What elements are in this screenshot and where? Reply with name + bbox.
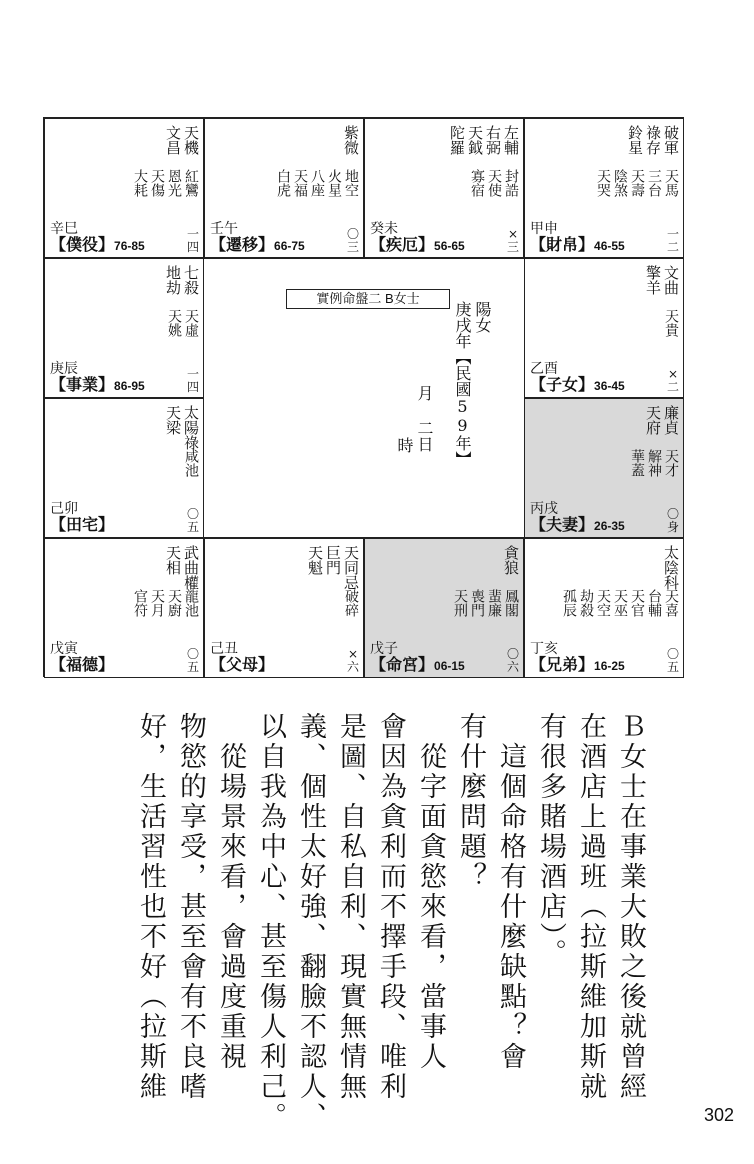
palace-marker [187, 648, 199, 674]
main-star: 天相 [164, 545, 182, 575]
palace-name: 【兄弟】 [530, 655, 595, 674]
minor-star: 劫殺 [578, 589, 594, 617]
palace-label [370, 221, 465, 254]
palace-label [370, 641, 465, 674]
palace-range: 86-95 [114, 379, 145, 393]
minor-star: 天才 [663, 449, 679, 477]
minor-star: 大耗 [132, 169, 148, 197]
minor-star: 陰煞 [612, 169, 628, 197]
minor-star: 天福 [292, 169, 308, 197]
main-star: 巨門 [324, 545, 342, 575]
body-column: 在酒店上過班（拉斯維加斯就 [575, 712, 606, 1102]
palace-stem: 癸未 [370, 221, 398, 237]
minor-star: 天喜 [663, 589, 679, 617]
palace-stem: 己丑 [210, 641, 238, 657]
chart-caption: 實例命盤二 B女士 [286, 289, 450, 309]
palace-label [50, 501, 114, 534]
minor-star: 喪門 [469, 589, 485, 617]
palace-marker-char: 四 [186, 240, 199, 254]
palace-stem: 乙酉 [530, 361, 558, 377]
minor-star: 孤辰 [561, 589, 577, 617]
minor-star: 官符 [132, 589, 148, 617]
palace-cell [524, 398, 684, 538]
palace-marker-char: 五 [186, 660, 199, 674]
body-column: 義、個性太好強、翻臉不認人、 [295, 712, 326, 1132]
center-line: 月 二日 [415, 385, 434, 452]
palace-stem: 甲申 [530, 221, 558, 237]
palace-marker-char: 二 [666, 240, 679, 254]
palace-cell [524, 258, 684, 398]
minor-star: 三台 [646, 169, 662, 197]
body-column: 有很多賭場酒店）。 [535, 712, 566, 969]
minor-star: 天壽 [629, 169, 645, 197]
minor-star: 恩光 [166, 169, 182, 197]
palace-name: 【田宅】 [50, 515, 115, 534]
palace-name: 【夫妻】 [530, 515, 595, 534]
main-star: 武曲權 [182, 545, 200, 590]
palace-marker-char: 身 [666, 520, 679, 534]
palace-label [530, 221, 625, 254]
palace-cell [524, 538, 684, 678]
palace-marker-char: 六 [346, 660, 359, 674]
center-line: 陽女 [473, 301, 492, 333]
main-star: 擎羊 [644, 265, 662, 295]
body-column: Ｂ女士在事業大敗之後就曾經 [615, 712, 646, 1102]
minor-star: 天巫 [612, 589, 628, 617]
palace-range: 16-25 [594, 659, 625, 673]
palace-range: 36-45 [594, 379, 625, 393]
palace-marker [667, 648, 679, 674]
palace-stem: 辛巳 [50, 221, 78, 237]
palace-marker [187, 508, 199, 534]
main-star: 太陰科 [662, 545, 680, 590]
palace-cell [44, 258, 204, 398]
center-line: 庚戌年【民國59年】 [453, 301, 472, 467]
chart-center [204, 258, 524, 538]
palace-range: 76-85 [114, 239, 145, 253]
palace-marker-char: 〇 [346, 227, 359, 241]
main-star: 天鉞 [466, 125, 484, 155]
main-star: 貪狼 [502, 545, 520, 575]
palace-label [530, 361, 625, 394]
body-column: 從場景來看，會過度重視 [215, 712, 246, 1072]
main-star: 天府 [644, 405, 662, 435]
minor-star: 天官 [629, 589, 645, 617]
palace-range: 46-55 [594, 239, 625, 253]
palace-cell [364, 538, 524, 678]
palace-marker [667, 228, 679, 254]
palace-name: 【子女】 [530, 375, 595, 394]
body-column: 好，生活習性也不好（拉斯維 [135, 712, 166, 1102]
page-number: 302 [703, 1105, 734, 1125]
main-star: 文昌 [164, 125, 182, 155]
palace-marker-char: 五 [666, 660, 679, 674]
body-column: 有什麼問題？ [455, 712, 486, 892]
palace-marker [187, 228, 199, 254]
palace-name: 【父母】 [210, 655, 275, 674]
minor-star: 解神 [646, 449, 662, 477]
palace-name: 【財帛】 [530, 235, 595, 254]
minor-star: 天空 [595, 589, 611, 617]
palace-marker-char: 一 [666, 227, 679, 241]
palace-cell [524, 118, 684, 258]
palace-marker-char: 一 [186, 227, 199, 241]
minor-star: 天傷 [149, 169, 165, 197]
palace-label [530, 501, 625, 534]
palace-cell [204, 118, 364, 258]
palace-marker-char: 一 [186, 367, 199, 381]
palace-marker [667, 368, 679, 394]
palace-marker-char: × [667, 367, 679, 381]
main-star: 紫微 [342, 125, 360, 155]
palace-label [50, 361, 145, 394]
main-star: 太陽祿 [182, 405, 200, 450]
palace-marker-char: 〇 [186, 507, 199, 521]
minor-star: 天虛 [183, 309, 199, 337]
palace-name: 【命宮】 [370, 655, 435, 674]
minor-star: 紅鸞 [183, 169, 199, 197]
minor-star: 蜚廉 [486, 589, 502, 617]
center-line: 時 [395, 437, 414, 453]
minor-star: 火星 [326, 169, 342, 197]
minor-star: 咸池 [183, 449, 199, 477]
palace-name: 【疾厄】 [370, 235, 435, 254]
main-star: 左輔 [502, 125, 520, 155]
palace-stem: 己卯 [50, 501, 78, 517]
palace-label [210, 641, 274, 674]
palace-marker [347, 648, 359, 674]
minor-star: 華蓋 [629, 449, 645, 477]
palace-marker-char: × [507, 227, 519, 241]
body-column: 從字面貪慾來看，當事人 [415, 712, 446, 1072]
body-column: 是圖、自私自利、現實無情無 [335, 712, 366, 1102]
palace-stem: 戊子 [370, 641, 398, 657]
body-column: 會因為貪利而不擇手段、唯利 [375, 712, 406, 1102]
palace-cell [204, 538, 364, 678]
palace-cell [364, 118, 524, 258]
palace-marker-char: 〇 [506, 647, 519, 661]
minor-star: 寡宿 [469, 169, 485, 197]
palace-stem: 庚辰 [50, 361, 78, 377]
main-star: 天機 [182, 125, 200, 155]
main-star: 七殺 [182, 265, 200, 295]
minor-star: 地空 [343, 169, 359, 197]
palace-range: 26-35 [594, 519, 625, 533]
minor-star: 天貴 [663, 309, 679, 337]
minor-star: 天馬 [663, 169, 679, 197]
palace-marker-char: 六 [506, 660, 519, 674]
palace-label [50, 641, 114, 674]
palace-stem: 戊寅 [50, 641, 78, 657]
palace-marker-char: × [347, 647, 359, 661]
minor-star: 天姚 [166, 309, 182, 337]
main-star: 陀羅 [448, 125, 466, 155]
main-star: 天同忌 [342, 545, 360, 590]
palace-marker [667, 508, 679, 534]
palace-marker-char: 三 [346, 240, 359, 254]
palace-label [210, 221, 305, 254]
minor-star: 天使 [486, 169, 502, 197]
palace-name: 【遷移】 [210, 235, 275, 254]
palace-stem: 丙戌 [530, 501, 558, 517]
minor-star: 天哭 [595, 169, 611, 197]
main-star: 天梁 [164, 405, 182, 435]
palace-marker [187, 368, 199, 394]
palace-label [530, 641, 625, 674]
main-star: 破軍 [662, 125, 680, 155]
palace-marker-char: 四 [186, 380, 199, 394]
palace-marker [347, 228, 359, 254]
main-star: 鈴星 [626, 125, 644, 155]
palace-label [50, 221, 145, 254]
palace-range: 06-15 [434, 659, 465, 673]
palace-marker-char: 三 [506, 240, 519, 254]
main-star: 祿存 [644, 125, 662, 155]
body-column: 這個命格有什麼缺點？會 [495, 712, 526, 1072]
palace-name: 【事業】 [50, 375, 115, 394]
minor-star: 天月 [149, 589, 165, 617]
palace-cell [44, 398, 204, 538]
body-column: 物慾的享受，甚至會有不良嗜 [175, 712, 206, 1102]
main-star: 地劫 [164, 265, 182, 295]
minor-star: 龍池 [183, 589, 199, 617]
minor-star: 八座 [309, 169, 325, 197]
palace-marker [507, 228, 519, 254]
palace-marker-char: 五 [186, 520, 199, 534]
main-star: 右弼 [484, 125, 502, 155]
main-star: 文曲 [662, 265, 680, 295]
minor-star: 天廚 [166, 589, 182, 617]
palace-stem: 丁亥 [530, 641, 558, 657]
palace-marker [507, 648, 519, 674]
main-star: 天魁 [306, 545, 324, 575]
palace-range: 56-65 [434, 239, 465, 253]
palace-name: 【福德】 [50, 655, 115, 674]
destiny-chart [43, 117, 684, 677]
palace-name: 【僕役】 [50, 235, 115, 254]
minor-star: 台輔 [646, 589, 662, 617]
minor-star: 破碎 [343, 589, 359, 617]
palace-marker-char: 〇 [186, 647, 199, 661]
minor-star: 鳳閣 [503, 589, 519, 617]
palace-cell [44, 538, 204, 678]
minor-star: 封誥 [503, 169, 519, 197]
main-star: 廉貞 [662, 405, 680, 435]
palace-marker-char: 〇 [666, 507, 679, 521]
minor-star: 白虎 [275, 169, 291, 197]
palace-range: 66-75 [274, 239, 305, 253]
palace-marker-char: 〇 [666, 647, 679, 661]
body-column: 以自我為中心、甚至傷人利己。 [255, 712, 286, 1132]
minor-star: 天刑 [452, 589, 468, 617]
palace-cell [44, 118, 204, 258]
palace-marker-char: 二 [666, 380, 679, 394]
palace-stem: 壬午 [210, 221, 238, 237]
